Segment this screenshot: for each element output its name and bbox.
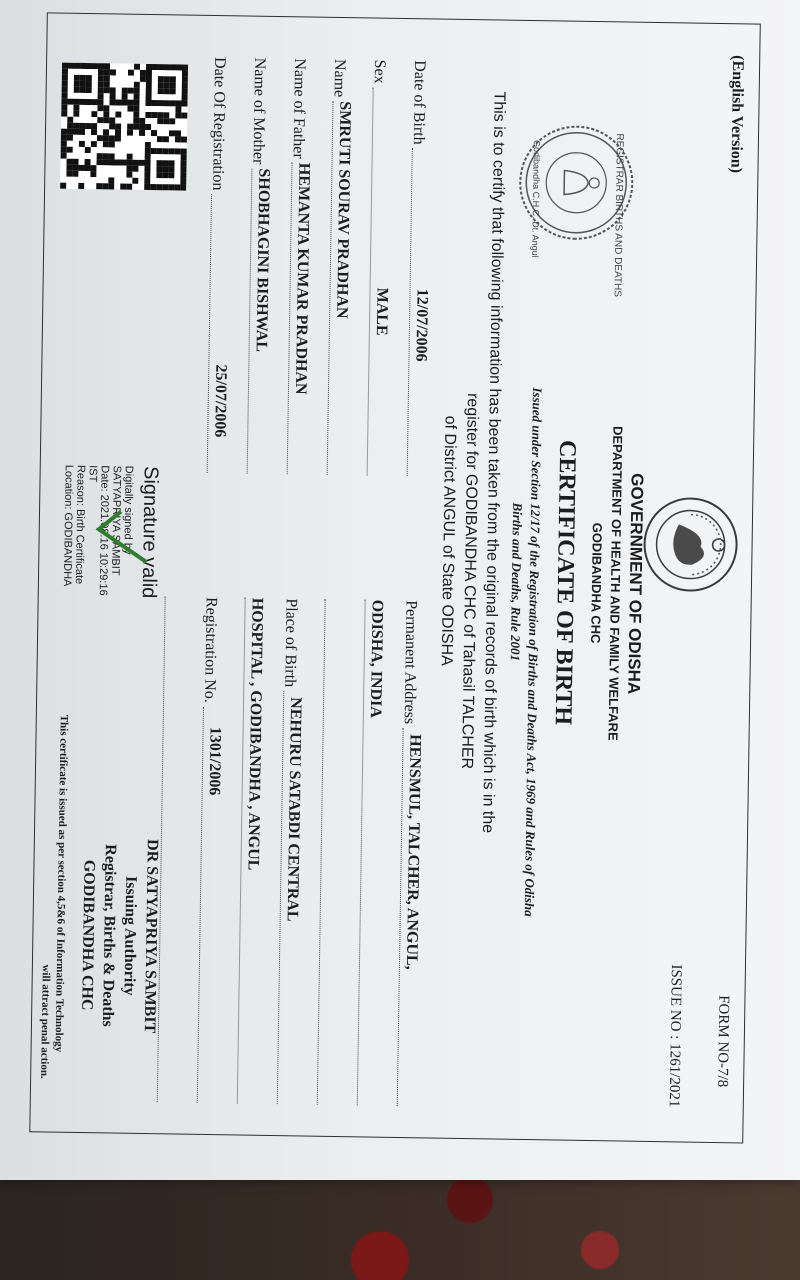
authority-name: DR SATYAPRIYA SAMBIT [140, 838, 161, 1034]
name-value: SMRUTI SOURAV PRADHAN [333, 101, 354, 319]
place-of-birth-label: Place of Birth [281, 598, 300, 688]
name-label: Name [330, 58, 349, 98]
qr-code[interactable] [60, 63, 188, 191]
government-title: GOVERNMENT OF ODISHA [624, 473, 647, 695]
date-of-birth-value: 12/07/2006 [412, 288, 431, 362]
version-label: (English Version) [727, 55, 747, 174]
issued-under-line-2: Births and Deaths, Rule 2001 [507, 502, 526, 662]
permanent-address-value-1: HENSMUL, TALCHER, ANGUL, [402, 734, 424, 970]
registration-no-value: 1301/2006 [205, 726, 224, 796]
place-of-birth-value-1: NEHURU SATABDI CENTRAL [283, 697, 305, 922]
permanent-address-value-2: ODISHA, INDIA [366, 599, 386, 719]
signature-line-1: Digitally signed by [121, 465, 135, 555]
registration-no-label: Registration No. [201, 596, 220, 703]
signature-line-6: Location: GODIBANDHA [60, 464, 75, 587]
checkmark-icon [90, 505, 151, 566]
state-emblem-icon [640, 494, 742, 596]
registration-date-value: 25/07/2006 [211, 364, 230, 438]
mother-name-label: Name of Mother [249, 57, 269, 165]
footer-line-1: This certificate is issued as per section 4,5&6 of Information Technology [52, 714, 70, 1053]
issued-under-line-1: Issued under Section 12/17 of the Registration of Births and Deaths Act, 1969 and Rules of Odisha [521, 387, 546, 917]
authority-title: Registrar, Births & Deaths [98, 844, 119, 1027]
signature-status: Signature valid [137, 465, 162, 599]
issue-number: ISSUE NO : 1261/2021 [665, 964, 684, 1108]
signature-line-2: SATYAPRIYA SAMBIT [109, 465, 123, 576]
sex-value: MALE [372, 287, 391, 336]
certify-line-3: of District ANGUL of State ODISHA [437, 415, 459, 666]
place-of-birth-value-2: HOSPITAL , GODIBANDHA , ANGUL [244, 597, 266, 871]
seal-inner-text: Godibandha C.H.C. Dt. Angul [530, 140, 542, 258]
office-title: GODIBANDHA CHC [588, 522, 605, 644]
department-title: DEPARTMENT OF HEALTH AND FAMILY WELFARE [605, 425, 626, 741]
certify-line-1: This is to certify that following information has been taken from the original records of birth which is in the [479, 91, 508, 834]
signature-line-3: Date: 2021.08.16 10:29:16 [96, 465, 111, 596]
form-number: FORM NO-7/8 [714, 995, 732, 1088]
sex-label: Sex [370, 59, 389, 84]
permanent-address-label: Permanent Address [400, 600, 420, 725]
authority-role: Issuing Authority [120, 875, 140, 996]
date-of-birth-label: Date of Birth [409, 60, 429, 145]
seal-outer-text: REGISTRAR BIRTHS AND DEATHS [611, 133, 626, 298]
father-name-label: Name of Father [289, 58, 309, 159]
footer-line-2: will attract penal action. [38, 964, 52, 1079]
signature-line-5: Reason: Birth Certificate [72, 464, 87, 585]
father-name-value: HEMANTA KUMAR PRADHAN [291, 162, 313, 395]
digital-signature-block[interactable] [61, 465, 162, 599]
certify-line-2: register for GODIBANDHA CHC of Tahasil TALCHER [458, 392, 481, 770]
registration-date-label: Date Of Registration [209, 56, 229, 191]
certificate-title: CERTIFICATE OF BIRTH [549, 439, 581, 726]
mother-name-value: SHOBHAGINI BISHWAL [252, 168, 273, 353]
authority-office: GODIBANDHA CHC [78, 859, 98, 1011]
signature-line-4: IST [86, 465, 99, 483]
